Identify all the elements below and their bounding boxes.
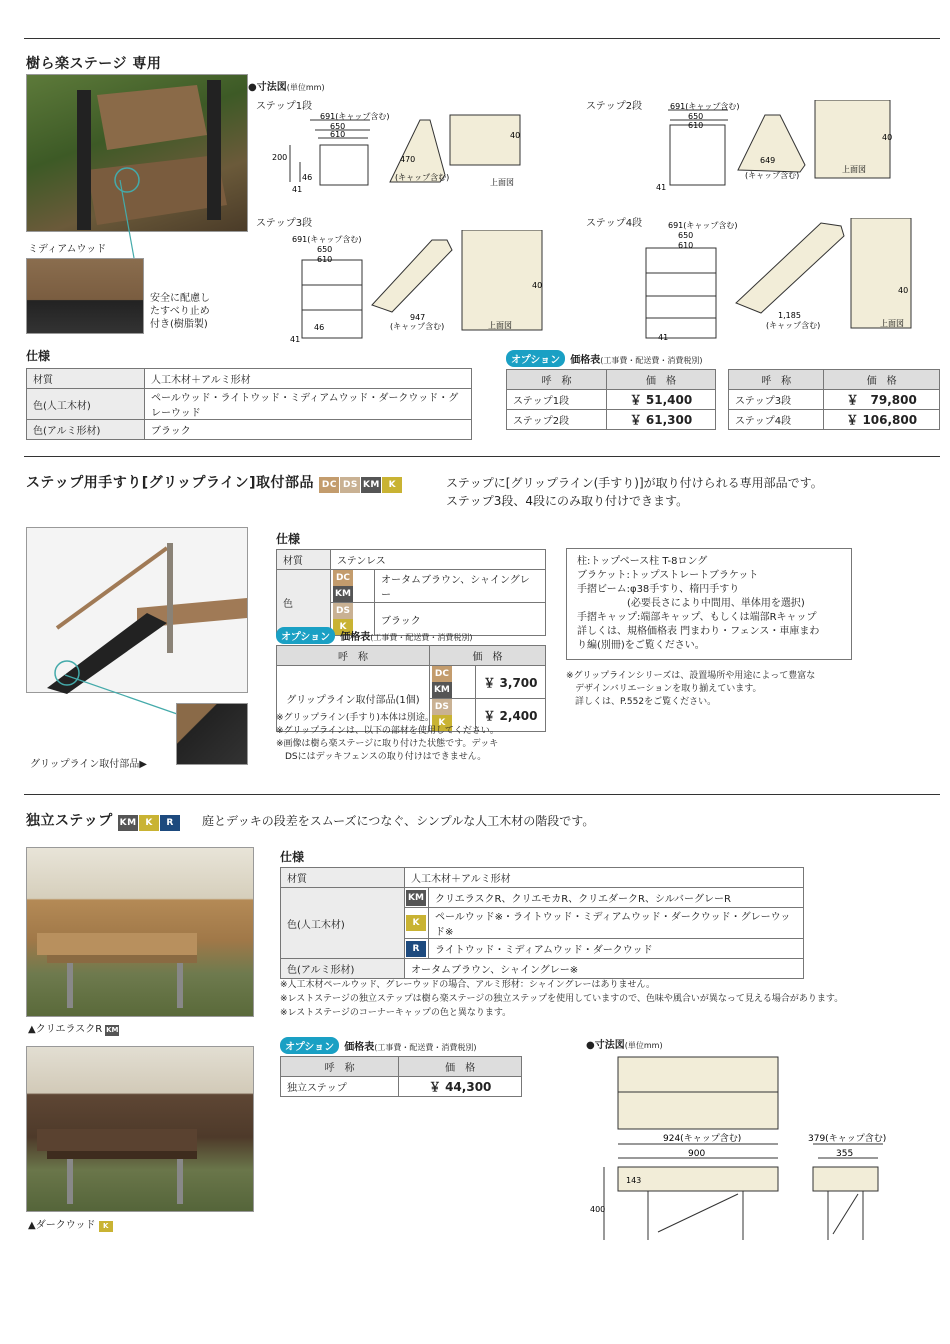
section3-title: 独立ステップ KM K R bbox=[26, 810, 181, 831]
svg-text:41: 41 bbox=[292, 185, 303, 194]
photo1-caption: ▲クリエラスクR KM bbox=[28, 1024, 119, 1035]
svg-text:691(キャップ含む): 691(キャップ含む) bbox=[320, 112, 390, 121]
spec3-table: 材質 人工木材＋アルミ形材 色(人工木材) KM クリエラスクR、クリエモカR、クリエダークR、シルバーグレーR K ペールウッド※・ライトウッド・ミディアムウッド・ダークウッド・グレーウッド※ R ライトウッド・ミディアムウッド・ダークウッド 色(アルミ形材) オータムブラウン、シャイングレー※ bbox=[280, 867, 804, 979]
section3-desc: 庭とデッキの段差をスムーズにつなぐ、シンプルな人工木材の階段です。 bbox=[202, 814, 595, 828]
step4-label: ステップ4段 bbox=[586, 218, 643, 229]
step-photo-dark bbox=[26, 1046, 254, 1212]
nonslip-note: 安全に配慮し たすべり止め 付き(樹脂製) bbox=[150, 293, 210, 330]
svg-text:610: 610 bbox=[678, 241, 694, 250]
svg-text:(キャップ含む): (キャップ含む) bbox=[766, 321, 821, 330]
svg-text:(キャップ含む): (キャップ含む) bbox=[745, 171, 800, 180]
step2-label: ステップ2段 bbox=[586, 101, 643, 112]
spec2-table: 材質 ステンレス 色 DCKM オータムブラウン、シャイングレー DSK ブラック bbox=[276, 549, 546, 636]
svg-text:上面図: 上面図 bbox=[842, 165, 866, 174]
svg-text:610: 610 bbox=[317, 255, 333, 264]
spec2-title: 仕様 bbox=[276, 532, 301, 546]
step2-drawing bbox=[620, 100, 920, 205]
gripline-notes: ※グリップライン(手すり)本体は別途。 ※グリップラインは、以下の部材を使用してください。 ※画像は樹ら楽ステージに取り付けた状態です。デッキ DSにはデッキフェンスの取り付けはできません。 bbox=[276, 713, 499, 762]
svg-text:379(キャップ含む): 379(キャップ含む) bbox=[808, 1134, 887, 1144]
gripline-part-label: グリップライン取付部品▶ bbox=[30, 759, 147, 770]
price-row: ステップ1段 ￥ 51,400 bbox=[507, 390, 716, 410]
dim3-title: ●寸法図(単位mm) bbox=[586, 1040, 663, 1051]
svg-text:650: 650 bbox=[330, 122, 346, 131]
svg-text:650: 650 bbox=[317, 245, 333, 254]
price-table-left: 呼 称 価 格 ステップ1段 ￥ 51,400 ステップ2段 ￥ 61,300 bbox=[506, 369, 716, 430]
price-row: 独立ステップ ￥ 44,300 bbox=[281, 1077, 522, 1097]
svg-text:46: 46 bbox=[314, 323, 325, 332]
section2-desc: ステップに[グリップライン(手すり)]が取り付けられる専用部品です。 ステップ3段、4段にのみ取り付けできます。 bbox=[446, 476, 823, 508]
spec-row: 材質 人工木材＋アルミ形材 bbox=[27, 369, 472, 389]
photo-label: ミディアムウッド bbox=[28, 244, 107, 255]
spec-table bbox=[26, 368, 472, 440]
svg-text:691(キャップ含む): 691(キャップ含む) bbox=[670, 102, 740, 111]
svg-text:900: 900 bbox=[688, 1149, 706, 1159]
price-header: オプション 価格表(工事費・配送費・消費税別) bbox=[506, 348, 702, 367]
svg-text:355: 355 bbox=[836, 1149, 854, 1159]
svg-text:691(キャップ含む): 691(キャップ含む) bbox=[668, 221, 738, 230]
photo2-caption: ▲ダークウッド K bbox=[28, 1216, 114, 1232]
price-row: ステップ4段 ￥ 106,800 bbox=[729, 410, 940, 430]
section2-title: ステップ用手すり[グリップライン]取付部品 DC DS KM K bbox=[26, 472, 403, 493]
independent-step-drawing bbox=[588, 1052, 898, 1242]
price-row: ステップ2段 ￥ 61,300 bbox=[507, 410, 716, 430]
step-photo-light bbox=[26, 847, 254, 1017]
callout-line bbox=[100, 180, 140, 260]
step4-drawing bbox=[596, 218, 916, 343]
svg-text:40: 40 bbox=[882, 133, 893, 142]
step-illustration-dark bbox=[27, 1047, 255, 1213]
svg-text:610: 610 bbox=[330, 130, 346, 139]
price2-table: 呼 称 価 格 グリップライン取付部品(1個) DCKM ￥ 3,700 DSK ￥ 2,400 bbox=[276, 645, 546, 732]
svg-text:610: 610 bbox=[688, 121, 704, 130]
price-row: ステップ3段 ￥ 79,800 bbox=[729, 390, 940, 410]
step-illustration-light bbox=[27, 848, 255, 1018]
step3-drawing bbox=[262, 230, 552, 345]
step1-label: ステップ1段 bbox=[256, 101, 313, 112]
svg-text:上面図: 上面図 bbox=[880, 319, 904, 328]
section1-title: 樹ら楽ステージ 専用 bbox=[26, 56, 162, 72]
section2-rule bbox=[24, 456, 940, 457]
price3-header: オプション 価格表(工事費・配送費・消費税別) bbox=[280, 1035, 476, 1054]
spec-title: 仕様 bbox=[26, 349, 51, 363]
option-badge: オプション bbox=[506, 350, 565, 367]
svg-text:41: 41 bbox=[290, 335, 301, 344]
svg-text:40: 40 bbox=[898, 286, 909, 295]
svg-text:上面図: 上面図 bbox=[488, 321, 512, 330]
price3-table: 呼 称 価 格 独立ステップ ￥ 44,300 bbox=[280, 1056, 522, 1097]
svg-text:40: 40 bbox=[510, 131, 521, 140]
svg-text:40: 40 bbox=[532, 281, 543, 290]
price2-header: オプション 価格表(工事費・配送費・消費税別) bbox=[276, 625, 472, 644]
svg-text:46: 46 bbox=[302, 173, 313, 182]
svg-text:143: 143 bbox=[626, 1176, 642, 1185]
step3-label: ステップ3段 bbox=[256, 218, 313, 229]
svg-text:650: 650 bbox=[688, 112, 704, 121]
nonslip-closeup bbox=[26, 258, 144, 334]
svg-text:400: 400 bbox=[590, 1205, 606, 1214]
svg-text:41: 41 bbox=[658, 333, 669, 342]
gripline-photo bbox=[26, 527, 248, 693]
step1-drawing bbox=[270, 110, 570, 200]
dim-title: ●寸法図(単位mm) bbox=[248, 82, 325, 93]
spec3-title: 仕様 bbox=[280, 850, 305, 864]
svg-text:1,185: 1,185 bbox=[778, 311, 801, 320]
svg-text:691(キャップ含む): 691(キャップ含む) bbox=[292, 235, 362, 244]
svg-text:(キャップ含む): (キャップ含む) bbox=[395, 173, 450, 182]
svg-text:947: 947 bbox=[410, 313, 426, 322]
svg-text:470: 470 bbox=[400, 155, 416, 164]
gripline-parts-box: 柱:トップベース柱 T-8ロング ブラケット:トップストレートブラケット 手摺ビーム:φ38手すり、楕円手すり (必要長さにより中間用、単体用を選択) 手摺キャップ:端部キャップ、もしくは端部Rキャップ 詳しくは、規格価格表 門まわり・フェンス・車庫まわ り編(別冊)をご覧ください。 bbox=[566, 548, 852, 660]
svg-text:649: 649 bbox=[760, 156, 776, 165]
gripline-box-note: ※グリップラインシリーズは、設置場所や用途によって豊富な デザインバリエーションを取り揃えています。 詳しくは、P.552をご覧ください。 bbox=[566, 671, 816, 707]
spec-row: 色(人工木材) ペールウッド・ライトウッド・ミディアムウッド・ダークウッド・グレーウッド bbox=[27, 389, 472, 420]
svg-text:(キャップ含む): (キャップ含む) bbox=[390, 322, 445, 331]
price-table-right: 呼 称 価 格 ステップ3段 ￥ 79,800 ステップ4段 ￥ 106,800 bbox=[728, 369, 940, 430]
svg-text:924(キャップ含む): 924(キャップ含む) bbox=[663, 1134, 742, 1144]
svg-text:200: 200 bbox=[272, 153, 288, 162]
svg-text:650: 650 bbox=[678, 231, 694, 240]
independent-notes: ※人工木材ペールウッド、グレーウッドの場合、アルミ形材：シャイングレーはありません。 ※レストステージの独立ステップは樹ら楽ステージの独立ステップを使用していますので、色味や風合いが異なって見える場合があります。 ※レストステージのコーナーキャップの色と異なります。 bbox=[280, 980, 844, 1018]
top-rule bbox=[24, 38, 940, 39]
spec-row: 色(アルミ形材) ブラック bbox=[27, 420, 472, 440]
svg-text:41: 41 bbox=[656, 183, 667, 192]
svg-text:上面図: 上面図 bbox=[490, 178, 514, 187]
section3-rule bbox=[24, 794, 940, 795]
gripline-closeup bbox=[176, 703, 248, 765]
